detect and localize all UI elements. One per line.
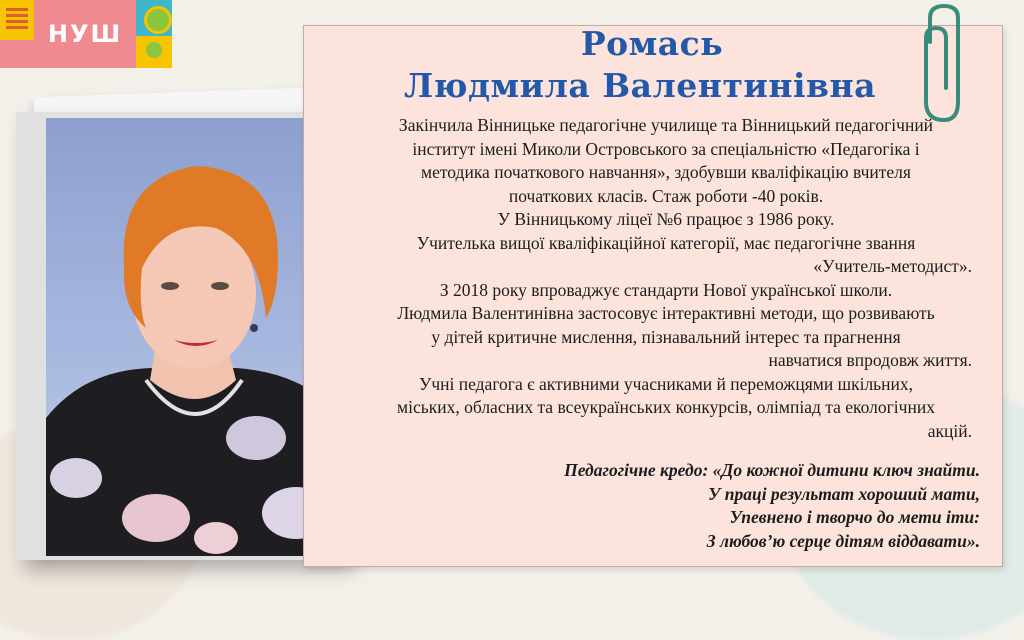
biography <box>346 114 986 443</box>
bio-line: у дітей критичне мислення, пізнавальний інтерес та прагнення <box>431 326 901 347</box>
bio-line: методика початкового навчання», здобувши кваліфікацію вчителя <box>421 162 911 182</box>
bio-line: Учителька вищої кваліфікаційної категорії, має педагогічне звання <box>416 232 916 253</box>
bio-line: З 2018 року впроваджує стандарти Нової української школи. <box>439 279 893 300</box>
logo-center <box>34 0 136 68</box>
logo-text: НУШ <box>47 20 123 48</box>
credo-line: З любов’ю серце дітям віддавати». <box>706 530 980 551</box>
bio-line: «Учитель-методист». <box>813 256 972 276</box>
logo-sun-icon <box>136 0 172 68</box>
credo-line: Упевнено і творчо до мети іти: <box>729 507 980 527</box>
paperclip-icon <box>916 2 972 126</box>
bio-line: акцій. <box>927 420 972 441</box>
pedagogical-credo <box>420 459 980 553</box>
bio-line: Людмила Валентинівна застосовує інтерактивні методи, що розвивають <box>397 303 935 323</box>
bio-line: інститут імені Миколи Островського за спеціальністю «Педагогіка і <box>412 138 920 159</box>
bio-line: навчатися впродовж життя. <box>768 350 972 370</box>
credo-line: У праці результат хороший мати, <box>708 483 980 504</box>
portrait-photo <box>46 118 342 556</box>
bio-line: Учні педагога є активними учасниками й переможцями шкільних, <box>418 373 914 394</box>
nush-logo <box>0 0 172 68</box>
bio-line: У Вінницькому ліцеї №6 працює з 1986 року. <box>497 209 835 229</box>
portrait-illustration <box>46 118 342 556</box>
teacher-name: Людмила Валентинівна <box>403 66 877 105</box>
bio-line: початкових класів. Стаж роботи -40 років. <box>508 185 824 206</box>
bio-line: міських, обласних та всеукраїнських конкурсів, олімпіад та екологічних <box>397 397 935 417</box>
credo-line: Педагогічне кредо: «До кожної дитини ключ знайти. <box>564 460 980 480</box>
bio-line: Закінчила Вінницьке педагогічне училище та Вінницький педагогічний <box>398 115 934 135</box>
teacher-surname: Ромась <box>580 24 724 63</box>
logo-stripes <box>0 0 34 68</box>
